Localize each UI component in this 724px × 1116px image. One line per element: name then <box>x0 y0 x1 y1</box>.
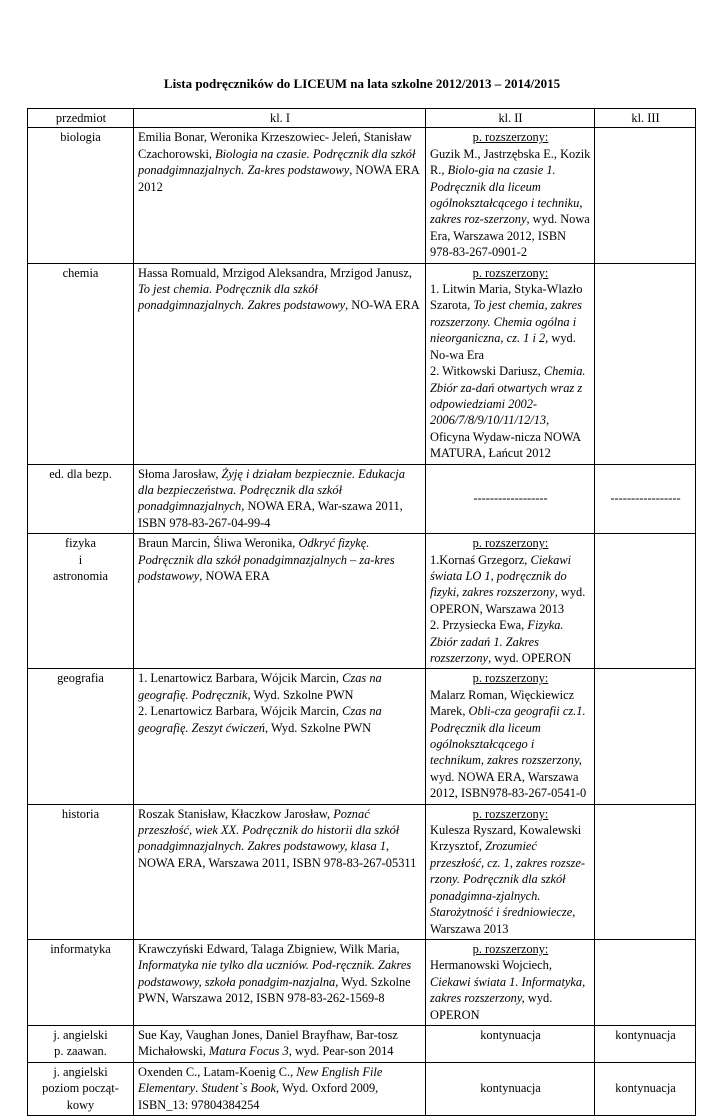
table-row <box>28 128 696 263</box>
class-1-cell: Sue Kay, Vaughan Jones, Daniel Brayfhaw, Bar-tosz Michałowski, Matura Focus 3, wyd. Pear-son 2014 <box>134 1025 426 1062</box>
subject-cell: j. angielski poziom począt- kowy <box>28 1062 134 1115</box>
subject-cell: chemia <box>28 263 134 464</box>
class-3-cell: kontynuacja <box>595 1025 696 1062</box>
class-2-text: Hermanowski Wojciech, Ciekawi świata 1. Informatyka, zakres rozszerzony, wyd. OPERON <box>430 958 586 1022</box>
table-row <box>28 1025 696 1062</box>
class-1-cell: 1. Lenartowicz Barbara, Wójcik Marcin, Czas na geografię. Podręcznik, Wyd. Szkolne PWN 2. Lenartowicz Barbara, Wójcik Marcin, Czas na geografię. Zeszyt ćwiczeń, Wyd. Szkolne PWN <box>134 669 426 804</box>
class-1-cell: Oxenden C., Latam-Koenig C., New English File Elementary. Student`s Book, Wyd. Oxford 2009, ISBN_13: 97804384254 <box>134 1062 426 1115</box>
class-2-text: Malarz Roman, Więckiewicz Marek, Obli-cza geografii cz.1. Podręcznik dla liceum ogólnokształcącego i technikum, zakres rozszerzony, wyd. NOWA ERA, Warszawa 2012, ISBN978-83-267-0541-0 <box>430 687 587 801</box>
class-1-cell: Hassa Romuald, Mrzigod Aleksandra, Mrzigod Janusz, To jest chemia. Podręcznik dla szkół ponadgimnazjalnych. Zakres podstawowy, NO-WA ERA <box>134 263 426 464</box>
class-3-cell <box>595 534 696 669</box>
class-2-cell <box>426 263 595 464</box>
subject-cell: j. angielski p. zaawan. <box>28 1025 134 1062</box>
table-row <box>28 804 696 939</box>
table-row <box>28 534 696 669</box>
class-3-cell <box>595 128 696 263</box>
class-2-cell <box>426 669 595 804</box>
class-2-cell: kontynuacja <box>426 1062 595 1115</box>
page-title: Lista podręczników do LICEUM na lata szkolne 2012/2013 – 2014/2015 <box>163 76 561 91</box>
class-2-cell: ------------------ <box>426 464 595 534</box>
textbook-table <box>27 108 696 1116</box>
extended-level-label: p. rozszerzony: <box>472 130 549 145</box>
class-2-cell <box>426 128 595 263</box>
header-class-1: kl. I <box>134 109 426 128</box>
extended-level-label: p. rozszerzony: <box>472 806 549 821</box>
class-1-cell: Słoma Jarosław, Żyję i działam bezpiecznie. Edukacja dla bezpieczeństwa. Podręcznik dla szkół ponadgimnazjalnych, NOWA ERA, War-szawa 2011, ISBN 978-83-267-04-99-4 <box>134 464 426 534</box>
subject-cell: fizyka i astronomia <box>28 534 134 669</box>
subject-cell: biologia <box>28 128 134 263</box>
class-2-text: Guzik M., Jastrzębska E., Kozik R., Biolo-gia na czasie 1. Podręcznik dla liceum ogólnokształcącego i techniku, zakres roz-szerzony, wyd. Nowa Era, Warszawa 2012, ISBN 978-83-267-0901-2 <box>430 146 591 260</box>
class-2-text: Kulesza Ryszard, Kowalewski Krzysztof, Zrozumieć przeszłość, cz. 1, zakres rozsze-rzony. Podręcznik dla szkół ponadgimna-zjalnych. Starożytność i średniowiecze, Warszawa 2013 <box>430 823 585 936</box>
table-row <box>28 1062 696 1115</box>
class-2-cell: kontynuacja <box>426 1025 595 1062</box>
header-class-3: kl. III <box>595 109 696 128</box>
extended-level-label: p. rozszerzony: <box>472 265 549 280</box>
class-2-text: 1.Kornaś Grzegorz, Ciekawi świata LO 1, podręcznik do fizyki, zakres rozszerzony, wyd. OPERON, Warszawa 2013 2. Przysiecka Ewa, Fizyka. Zbiór zadań 1. Zakres rozszerzony, wyd. OPERON <box>430 552 586 665</box>
extended-level-label: p. rozszerzony: <box>472 671 549 686</box>
class-1-cell: Braun Marcin, Śliwa Weronika, Odkryć fizykę. Podręcznik dla szkół ponadgimnazjalnych – za-kres podstawowy, NOWA ERA <box>134 534 426 669</box>
class-2-cell <box>426 534 595 669</box>
class-3-cell <box>595 804 696 939</box>
table-row <box>28 263 696 464</box>
table-header-row <box>28 109 696 128</box>
class-1-cell: Emilia Bonar, Weronika Krzeszowiec- Jeleń, Stanisław Czachorowski, Biologia na czasie. Podręcznik dla szkół ponadgimnazjalnych. Za-kres podstawowy, NOWA ERA 2012 <box>134 128 426 263</box>
extended-level-label: p. rozszerzony: <box>472 941 549 956</box>
subject-cell: informatyka <box>28 939 134 1025</box>
subject-cell: historia <box>28 804 134 939</box>
header-class-2: kl. II <box>426 109 595 128</box>
class-2-text: 1. Litwin Maria, Styka-Wlazło Szarota, To jest chemia, zakres rozszerzony. Chemia ogólna i nieorganiczna, cz. 1 i 2, wyd. No-wa Era 2. Witkowski Dariusz, Chemia. Zbiór za-dań otwartych wraz z odpowiedziami 2002-2006/7/8/9/10/11/12/13, Oficyna Wydaw-nicza NOWA MATURA, Łańcut 2012 <box>430 282 586 461</box>
class-1-cell: Krawczyński Edward, Talaga Zbigniew, Wilk Maria, Informatyka nie tylko dla uczniów. Pod-ręcznik. Zakres podstawowy, szkoła ponadgim-nazjalna, Wyd. Szkolne PWN, Warszawa 2012, ISBN 978-83-262-1569-8 <box>134 939 426 1025</box>
extended-level-label: p. rozszerzony: <box>472 536 549 551</box>
table-row <box>28 464 696 534</box>
subject-cell: ed. dla bezp. <box>28 464 134 534</box>
subject-cell: geografia <box>28 669 134 804</box>
class-1-cell: Roszak Stanisław, Kłaczkow Jarosław, Poznać przeszłość, wiek XX. Podręcznik do historii dla szkół ponadgimnazjalnych. Zakres podstawowy, klasa 1, NOWA ERA, Warszawa 2011, ISBN 978-83-267-05311 <box>134 804 426 939</box>
class-3-cell <box>595 669 696 804</box>
header-subject: przedmiot <box>28 109 134 128</box>
table-row <box>28 669 696 804</box>
class-2-cell <box>426 804 595 939</box>
class-2-cell <box>426 939 595 1025</box>
class-3-cell: ----------------- <box>595 464 696 534</box>
class-3-cell <box>595 263 696 464</box>
table-row <box>28 939 696 1025</box>
class-3-cell: kontynuacja <box>595 1062 696 1115</box>
class-3-cell <box>595 939 696 1025</box>
